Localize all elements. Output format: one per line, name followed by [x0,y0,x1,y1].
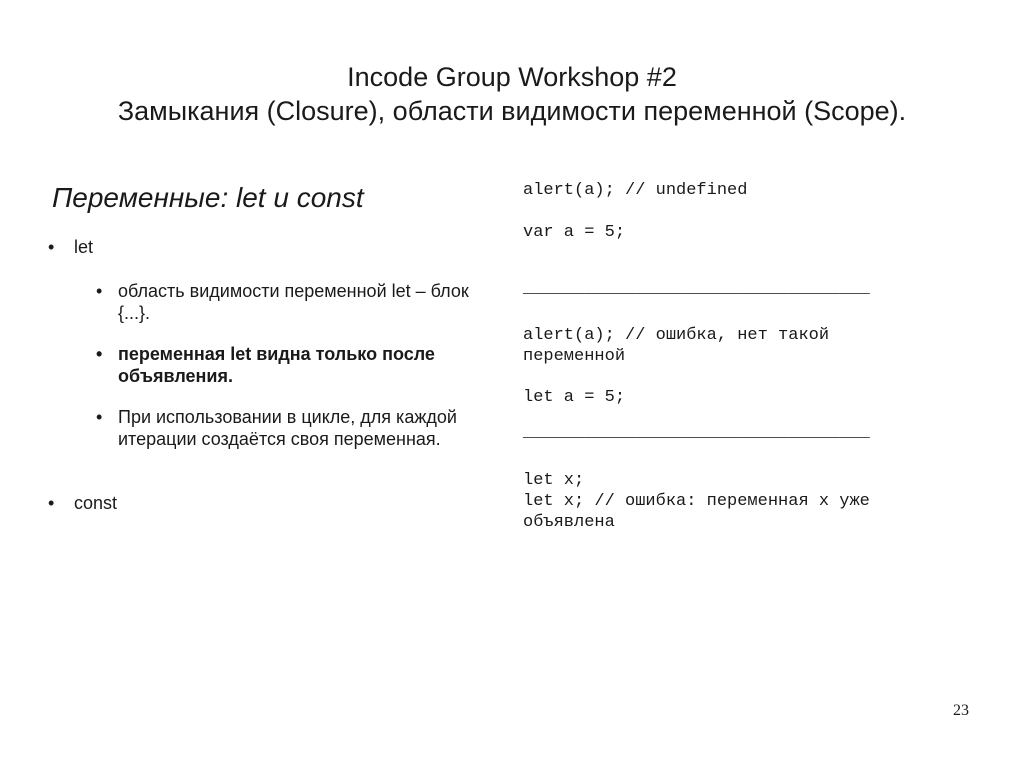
code-line: объявлена [523,513,615,532]
code-separator: __________________________________ [523,423,870,442]
subbullet-visibility-text: переменная let видна только после объявления. [118,344,435,386]
subbullet-loop [96,406,488,450]
subbullet-scope [96,280,488,324]
bullet-dot-icon: • [96,281,103,301]
code-line: let a = 5; [523,388,626,407]
bullet-dot-icon: • [48,493,55,513]
bullet-dot-icon: • [48,237,55,257]
code-line: var a = 5; [523,223,626,242]
slide-title-line-1: Incode Group Workshop #2 [347,62,677,92]
subbullet-loop-text: При использовании в цикле, для каждой итерации создаётся своя переменная. [118,407,457,449]
left-column [48,180,492,513]
bullet-const [48,492,118,514]
bullet-dot-icon: • [96,407,103,427]
bullet-let-label: let [74,237,94,257]
bullet-let [48,236,94,258]
code-line: переменной [523,347,626,366]
code-line: alert(a); // undefined [523,181,748,200]
slide-title-line-2: Замыкания (Closure), области видимости переменной (Scope). [117,96,907,126]
subbullet-scope-text: область видимости переменной let – блок {...}. [118,281,469,323]
bullet-const-label: const [74,493,118,513]
bullet-dot-icon: • [96,344,103,364]
page-number: 23 [953,702,969,719]
subbullet-visibility [96,343,488,387]
code-line: alert(a); // ошибка, нет такой [523,326,830,345]
code-separator: __________________________________ [523,279,870,298]
slide-title [0,60,1024,128]
code-line: let x; // ошибка: переменная x уже [523,492,870,511]
section-heading: Переменные: let и const [52,182,364,213]
code-line: let x; [523,471,585,490]
